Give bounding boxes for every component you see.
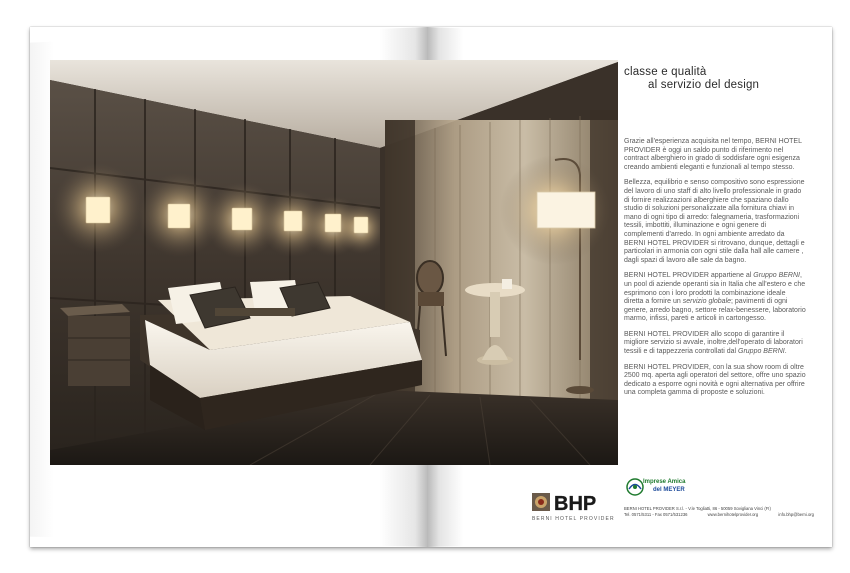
paragraph-labs: [624, 331, 806, 357]
bhp-logo-caption: BERNI HOTEL PROVIDER: [532, 516, 615, 522]
meyer-logo: [625, 476, 725, 500]
meyer-logo-line-1: Imprese Amica: [643, 479, 686, 485]
meyer-logo-line-2: del MEYER: [653, 487, 685, 493]
meyer-logo-icon: [625, 476, 645, 498]
bhp-mark-text: BHP: [554, 493, 597, 513]
p4-part-a: BERNI HOTEL PROVIDER allo scopo di garantire il migliore servizio si avvale, inoltre,dell'operato di laboratori tessili e di tappezzeria controllati dal: [624, 330, 803, 356]
footer-address: BERNI HOTEL PROVIDER S.r.l. - V.le Togliatti, 86 - 50059 Sovigliana Vinci (FI): [624, 506, 771, 511]
bhp-logo-mark: [532, 491, 616, 513]
p3-part-e: ; pavimenti di ogni genere, arredo bagno, settore relax-benessere, laboratorio marmo, infissi, pareti e articoli in cartongesso.: [624, 298, 806, 323]
p3-part-a: BERNI HOTEL PROVIDER appartiene al: [624, 272, 754, 280]
p3-part-c: , un pool di aziende operanti sia in Italia che all'estero e che esprimono con i loro prodotti la combinazione ideale diretta a fornire un: [624, 272, 806, 306]
footer-email[interactable]: info.bhp@berni.org: [778, 512, 814, 517]
p3-italic-service: servizio globale: [682, 298, 732, 306]
heading-line-1: classe e qualità: [624, 66, 707, 78]
p4-italic-group: Gruppo BERNI: [738, 348, 785, 356]
paragraph-group: [624, 272, 806, 324]
paragraph-showroom: BERNI HOTEL PROVIDER, con la sua show room di oltre 2500 mq. aperta agli operatori del settore, offre uno spazio dedicato a esporre ogni novità e ogni alternativa per offrire una completa gamma di proposte e soluzioni.: [624, 363, 806, 397]
paragraph-intro: Grazie all'esperienza acquisita nel tempo, BERNI HOTEL PROVIDER è oggi un saldo punto di riferimento nel contract alberghiero in grado di soddisfare ogni esigenza creando ambienti eleganti e funzionali al tempo stesso.: [624, 138, 802, 171]
footer-phone: Tel. 0571/5311 - Fax 0571/531236: [624, 512, 688, 517]
heading-line-2: al servizio del design: [648, 79, 760, 91]
body-text: [624, 138, 806, 405]
page-heading: [624, 66, 759, 92]
p4-part-c: .: [784, 348, 787, 356]
footer-contact: [624, 506, 814, 518]
footer-website[interactable]: www.bernihotelprovider.org: [707, 512, 759, 517]
hotel-bedroom-photo: [50, 60, 618, 465]
paragraph-beauty: Bellezza, equilibrio e senso compositivo sono espressione del lavoro di uno staff di alto livello professionale in grado di fornire realizzazioni alberghiere che spaziano dallo studio di soluzioni personalizzate alla fornitura chiavi in mano di ogni tipo di arredo: falegnameria, trasformazioni tessili, imbottiti, illuminazione e ogni genere di complementi d'arredo. In ogni ambiente arredato da BERNI HOTEL PROVIDER si ritrovano, dunque, dettagli e particolari in armonia con ogni stile dalla hall alle camere , dagli spazi di lavoro alle sale da bagno.: [624, 179, 805, 264]
p3-italic-group: Gruppo BERNI: [753, 272, 800, 280]
bhp-logo: [532, 490, 616, 530]
